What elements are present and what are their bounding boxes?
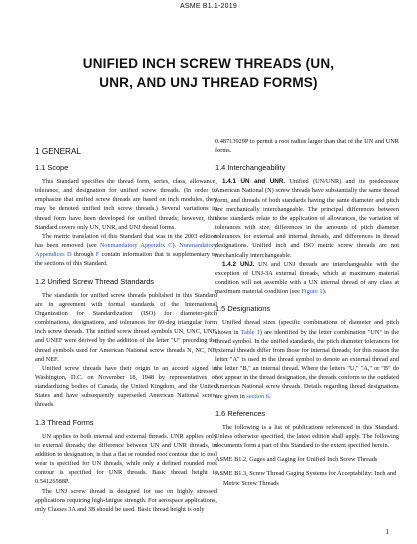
reference-item-b1-2: ASME B1.2, Gages and Gaging for Unified Inch Screw Threads — [215, 456, 378, 464]
scope-paragraph-1: This Standard specifies the thread form, series, class, allowance, tolerance, and designation for unified screw threads. (In order to emphasize that unified screw threads are based on inch modules, they may be denoted unified inch screw threads.) Several variations in thread form have been developed for unified threads; however, this Standard covers only UN, UNR, and UNJ thread forms. — [35, 178, 217, 231]
designations-text-b: ) are identified by the letter combination "UN" in the thread symbol. In the unified standards, the pitch diameter tolerances for external threads differ from those for internal threads; for this reason the letter "A" is used in the thread symbol to denote an external thread and the letter "B," an internal thread. Where the letters "U," "A," or "B" do not appear in the thread designation, the threads conform to the outdated American National screw threads. Details regarding thread designations are given in — [215, 328, 399, 400]
section-heading-general: 1 GENERAL — [35, 147, 81, 156]
designations-text-a: Unified thread sizes (specific combinations of diameter and pitch shown in — [215, 319, 399, 336]
scope-text-d: contain information that is supplementary to the sections of this Standard. — [35, 251, 217, 268]
link-nonmandatory-appendix-c[interactable]: Nonmandatory Appendix C — [99, 242, 173, 250]
subsection-heading-designations: 1.5 Designations — [215, 304, 271, 314]
paragraph-text-1-4-1: Unified (UN/UNR) and its predecessor American National (N) screw threads have substantially the same thread form, and threads of both standards having the same diameter and pitch are mechanically interchangeable. The principal differences between these standards relate to the application of allowances, the variation of tolerances with size, differences in the amounts of pitch diameter tolerances for external and internal threads, and differences in thread designations. Unified inch and ISO metric screw threads are not mechanically interchangeable. — [215, 178, 400, 259]
reference-item-b1-3: ASME B1.3, Screw Thread Gaging Systems for Acceptability: Inch and Metric Screw Threads — [215, 470, 397, 487]
subsection-heading-interchangeability: 1.4 Interchangeability — [215, 163, 286, 173]
subsection-heading-thread-forms: 1.3 Thread Forms — [35, 417, 94, 427]
designations-text-c: . — [268, 392, 271, 400]
link-section-6[interactable]: section 6 — [246, 392, 269, 400]
subsection-heading-references: 1.6 References — [215, 408, 266, 418]
title-line-2: UNR, AND UNJ THREAD FORMS) — [99, 75, 318, 90]
page-number: 1 — [385, 528, 389, 536]
document-title — [60, 54, 357, 92]
link-table-1[interactable]: Table 1 — [240, 328, 260, 336]
paragraph-text-1-4-2a: UN and UNJ threads are interchangeable with the exception of UNJ-3A external threads, which at maximum material condition will not assemble with a UN internal thread of any class at maximum material condition (see — [215, 260, 399, 296]
subsection-heading-scope: 1.1 Scope — [35, 163, 69, 172]
title-line-1: UNIFIED INCH SCREW THREADS (UN, — [82, 56, 335, 71]
paragraph-1-4-1 — [215, 177, 399, 259]
scope-text-a: The metric translation of this Standard that was in the 2003 edition has been removed (see — [35, 232, 217, 250]
continued-paragraph: 0.48713929P to permit a root radius larger than that of the UN and UNR forms. — [215, 138, 399, 155]
designations-paragraph — [215, 318, 399, 400]
paragraph-text-1-4-2b: ). — [322, 288, 327, 296]
standards-paragraph-1: The standards for unified screw threads published in this Standard are in agreement with formal standards of the International Organization for Standardization (ISO) for diameter-pitch combinations, designations, and tolerances for 60-deg triangular form inch screw threads. The unified screw thread symbols UN, UNC, UNF, and UNEF were derived by the addition of the letter "U" preceding the thread symbols used for American National screw threads N, NC, NF, and NEF. — [35, 291, 217, 363]
link-nonmandatory-appendices-d[interactable]: Nonmandatory Appendices D — [35, 242, 217, 259]
left-column — [35, 147, 217, 514]
scope-paragraph-2 — [35, 232, 217, 269]
references-paragraph: The following is a list of publications referenced in this Standard. Unless otherwise specified, the latest edition shall apply. The following documents form a part of this Standard to the extent specified herein. — [215, 423, 399, 450]
running-header: ASME B1.1-2019 — [180, 3, 237, 10]
paragraph-label-1-4-1: 1.4.1 UN and UNR. — [222, 178, 286, 186]
link-figure-1[interactable]: Figure 1 — [301, 288, 323, 296]
right-column — [215, 137, 399, 488]
scope-text-c: through — [71, 251, 96, 259]
paragraph-1-4-2 — [215, 260, 399, 297]
paragraph-label-1-4-2: 1.4.2 UNJ. — [222, 260, 255, 268]
standards-paragraph-2: Unified screw threads have their origin in an accord signed in Washington, D.C. on November 18, 1948 by representatives of standardizing bodies of Canada, the United Kingdom, and the United States and have subsequently superseded American National screw threads. — [35, 364, 217, 409]
link-appendix-f[interactable]: F — [95, 251, 100, 259]
scope-text-b: ). — [172, 242, 180, 250]
forms-paragraph-2: The UNJ screw thread is designed for use on highly stressed applications requiring high-fatigue strength. For aerospace applications, only Classes 3A and 3B should be used. Basic thread height is only — [35, 487, 217, 513]
forms-paragraph-1: UN applies to both internal and external threads. UNR applies only to external threads; the difference between UN and UNR threads, in addition to designation, is that a flat or rounded root contour due to tool wear is specified for UN threads, while only a defined rounded root contour is specified for UNR threads. Basic thread height is 0.54126588P. — [35, 432, 217, 486]
subsection-heading-standards: 1.2 Unified Screw Thread Standards — [35, 276, 155, 286]
